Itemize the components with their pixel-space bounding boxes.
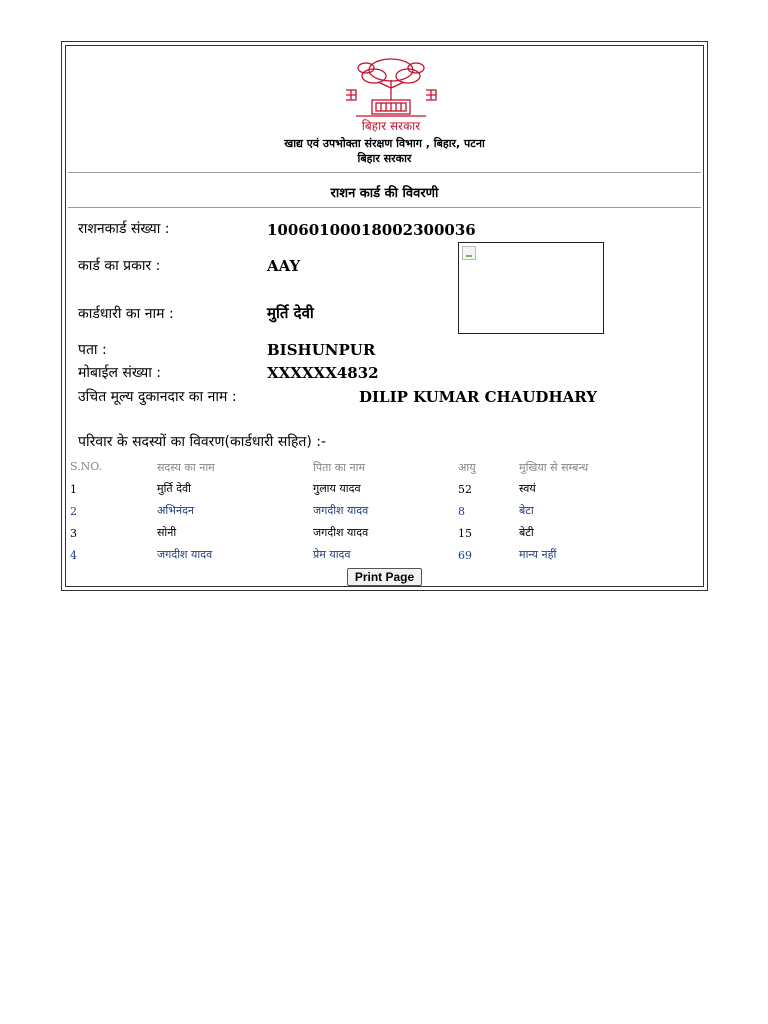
- col-header-member-name: सदस्य का नाम: [157, 461, 215, 474]
- row-sno: 4: [70, 549, 77, 562]
- government-name: बिहार सरकार: [357, 152, 412, 165]
- row-father-name: गुलाय यादव: [313, 482, 361, 495]
- row-relation: बेटा: [519, 504, 534, 517]
- col-header-father-name: पिता का नाम: [313, 461, 366, 474]
- card-type-value: AAY: [267, 257, 301, 275]
- ration-card-panel: [61, 41, 708, 591]
- dealer-label: उचित मूल्य दुकानदार का नाम :: [78, 389, 237, 405]
- mobile-label: मोबाईल संख्या :: [78, 365, 162, 381]
- col-header-sno: S.NO.: [70, 460, 103, 473]
- mobile-value: XXXXXX4832: [267, 364, 379, 382]
- department-name: खाद्य एवं उपभोक्ता संरक्षण विभाग , बिहार, पटना: [284, 137, 485, 150]
- row-relation: मान्य नहीं: [519, 548, 557, 561]
- row-age: 8: [458, 505, 465, 518]
- card-number-value: 10060100018002300036: [267, 221, 476, 239]
- row-age: 69: [458, 549, 472, 562]
- ration-card-inner-border: [65, 45, 704, 587]
- row-father-name: जगदीश यादव: [313, 504, 369, 517]
- card-number-label: राशनकार्ड संख्या :: [78, 221, 170, 237]
- col-header-age: आयु: [458, 461, 476, 474]
- row-relation: बेटी: [519, 526, 534, 539]
- row-sno: 3: [70, 527, 77, 540]
- row-member-name: जगदीश यादव: [157, 548, 213, 561]
- row-age: 15: [458, 527, 472, 540]
- row-father-name: प्रेम यादव: [313, 548, 351, 561]
- emblem-text: बिहार सरकार: [361, 119, 421, 133]
- row-member-name: सोनी: [157, 526, 177, 539]
- row-sno: 2: [70, 505, 77, 518]
- holder-name-label: कार्डधारी का नाम :: [78, 306, 174, 322]
- dealer-value: DILIP KUMAR CHAUDHARY: [359, 388, 597, 406]
- cardholder-photo: [458, 242, 604, 334]
- row-father-name: जगदीश यादव: [313, 526, 369, 539]
- address-value: BISHUNPUR: [267, 341, 376, 359]
- row-member-name: मुर्ति देवी: [157, 482, 191, 495]
- row-relation: स्वयं: [519, 482, 536, 495]
- header-divider: [68, 172, 701, 173]
- bihar-government-emblem: [336, 54, 446, 134]
- title-divider: [68, 207, 701, 208]
- broken-image-icon: [462, 246, 476, 260]
- col-header-relation: मुखिया से सम्बन्ध: [519, 461, 589, 474]
- row-sno: 1: [70, 483, 77, 496]
- card-type-label: कार्ड का प्रकार :: [78, 258, 161, 274]
- page-title: राशन कार्ड की विवरणी: [330, 186, 439, 201]
- row-age: 52: [458, 483, 472, 496]
- print-page-button[interactable]: Print Page: [347, 568, 422, 586]
- holder-name-value: मुर्ति देवी: [267, 304, 314, 322]
- members-heading: परिवार के सदस्यों का विवरण(कार्डधारी सहित) :-: [78, 434, 327, 450]
- address-label: पता :: [78, 342, 107, 358]
- row-member-name: अभिनंदन: [157, 504, 195, 517]
